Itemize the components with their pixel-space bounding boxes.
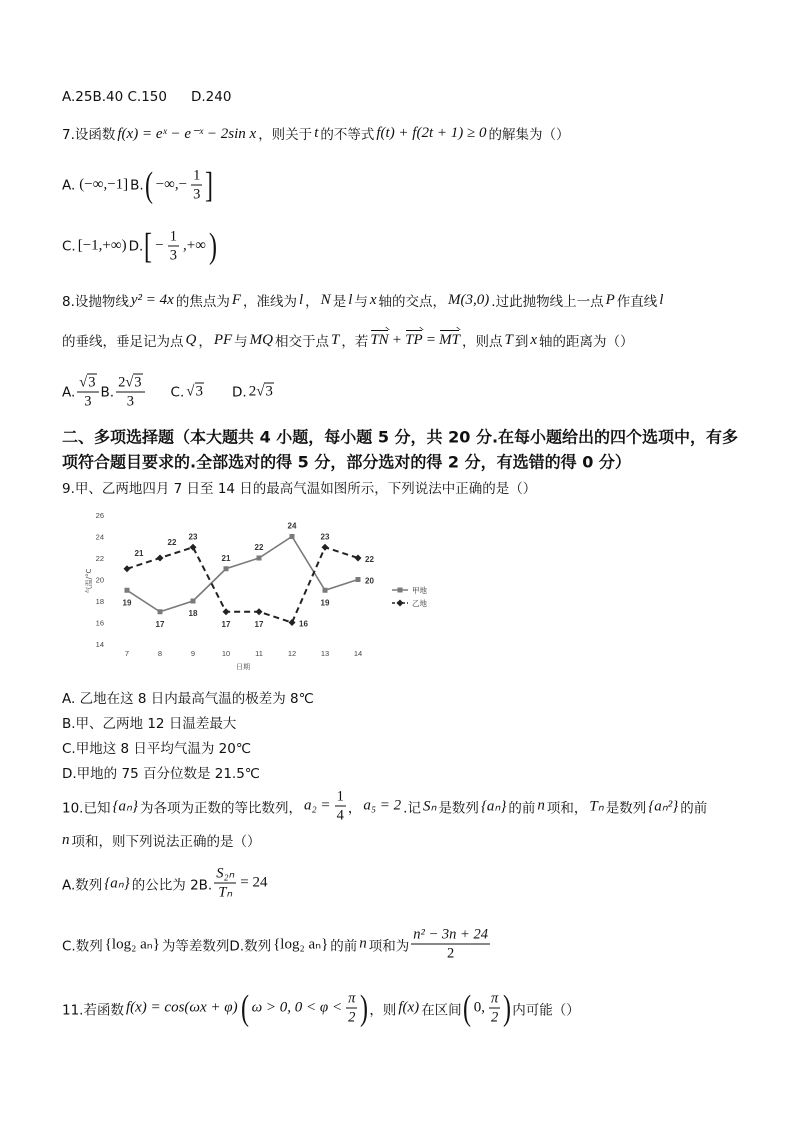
data-label: 22 bbox=[167, 538, 177, 547]
q8-text: 轴的交点， bbox=[378, 294, 447, 310]
fraction-denominator: 3 bbox=[126, 393, 134, 410]
q11-function-expr: f(x) = cos(ωx + φ) bbox=[125, 999, 238, 1016]
y-tick-label: 20 bbox=[95, 575, 104, 585]
q8-option-c-expr bbox=[186, 384, 204, 401]
y-tick-label: 26 bbox=[95, 511, 104, 520]
y-tick-label: 22 bbox=[95, 554, 104, 563]
q6-options-line bbox=[62, 89, 231, 105]
q8-option-c-label: C. bbox=[170, 384, 185, 400]
q8-text: 到 bbox=[514, 334, 529, 350]
section-header-line-1: 二、多项选择题（本大题共 4 小题，每小题 5 分，共 20 分.在每小题给出的四个选项中，有多 bbox=[62, 427, 739, 447]
data-label: 19 bbox=[320, 598, 330, 608]
q8-text: .过此抛物线上一点 bbox=[491, 294, 604, 310]
y-axis-label: 气温/°C bbox=[85, 568, 93, 594]
legend-marker bbox=[397, 600, 404, 607]
q10-math: a₅ = 2 bbox=[363, 797, 402, 814]
q10-math: {aₙ²} bbox=[648, 798, 679, 815]
series-marker bbox=[157, 555, 164, 562]
q11-fraction bbox=[346, 991, 357, 1026]
q7-option-a-label: A. bbox=[62, 177, 76, 193]
q9-stem: 9.甲、乙两地四月 7 日至 14 日的最高气温如图所示，下列说法中正确的是（） bbox=[62, 481, 537, 497]
q8-stem-line-1 bbox=[62, 290, 665, 310]
q11-text: ，则 bbox=[369, 1002, 397, 1018]
q8-text: ，准线为 bbox=[243, 294, 297, 310]
y-tick-label: 14 bbox=[95, 640, 104, 649]
q8-math: l bbox=[299, 291, 304, 308]
data-label: 23 bbox=[320, 532, 330, 542]
series-marker bbox=[323, 588, 328, 593]
q10-text: 项和， bbox=[546, 800, 588, 816]
q9-option-b: B.甲、乙两地 12 日温差最大 bbox=[62, 716, 237, 732]
y-tick-label: 18 bbox=[95, 597, 104, 606]
q8-text: 8.设抛物线 bbox=[62, 294, 129, 310]
q8-text: 与 bbox=[234, 334, 248, 350]
q7-option-b-expr: −∞,− bbox=[155, 176, 188, 193]
series-marker bbox=[224, 566, 229, 571]
q11-interval-start: 0, bbox=[473, 999, 485, 1016]
y-tick-label: 24 bbox=[95, 532, 104, 542]
q8-options bbox=[62, 375, 276, 410]
q7-option-d-label: D. bbox=[128, 238, 144, 254]
q8-text: 与 bbox=[354, 294, 368, 310]
q7-options-ab bbox=[62, 164, 214, 205]
q10-text: 项和为 bbox=[368, 938, 410, 954]
q10-math: n bbox=[62, 831, 70, 848]
fraction-numerator: S₂ₙ bbox=[216, 865, 235, 882]
q7-option-d-sign: − bbox=[155, 237, 164, 254]
fraction-numerator: n² − 3n + 24 bbox=[413, 926, 488, 943]
q8-text: ， bbox=[305, 294, 319, 310]
legend-label: 乙地 bbox=[412, 599, 427, 608]
q7-option-b-fraction bbox=[191, 168, 202, 203]
sqrt-sign: √ bbox=[79, 374, 88, 391]
q7-stem bbox=[62, 123, 570, 143]
q11-math: f(x) bbox=[398, 999, 420, 1016]
q10-math: n bbox=[359, 935, 367, 952]
data-label: 23 bbox=[188, 532, 198, 542]
data-label: 22 bbox=[254, 543, 264, 552]
q8-math: M(3,0) bbox=[448, 291, 490, 308]
fraction-denominator: 3 bbox=[193, 186, 201, 203]
series-marker bbox=[322, 544, 329, 551]
fraction-numerator: 1 bbox=[193, 167, 201, 184]
q11-text: 内可能（） bbox=[512, 1002, 580, 1018]
q11-text: 在区间 bbox=[421, 1002, 462, 1018]
series-marker bbox=[289, 619, 296, 626]
series-marker bbox=[125, 588, 130, 593]
q8-math: y² = 4x bbox=[130, 291, 174, 308]
q7-option-d-expr: ,+∞ bbox=[182, 237, 206, 254]
data-label: 20 bbox=[365, 576, 374, 586]
q7-option-a-expr: (−∞,−1] bbox=[79, 176, 129, 193]
q10-math: Sₙ bbox=[422, 798, 437, 815]
q10-option-d-text: 为等差数列D.数列 bbox=[161, 938, 272, 954]
q9-option-a: A. 乙地在这 8 日内最高气温的极差为 8℃ bbox=[62, 691, 314, 707]
radicand: 3 bbox=[195, 383, 203, 400]
q10-option-b-fraction bbox=[214, 866, 236, 901]
q10-text: ， bbox=[347, 800, 362, 816]
q11-interval-fraction bbox=[489, 991, 500, 1026]
q8-text: 的垂线，垂足记为点 bbox=[62, 334, 184, 350]
series-marker bbox=[223, 608, 230, 615]
data-label: 21 bbox=[134, 548, 144, 558]
coefficient: 2 bbox=[118, 374, 126, 391]
radicand: 3 bbox=[134, 374, 142, 391]
q10-math: {log₂ aₙ} bbox=[273, 936, 329, 953]
q10-math: {aₙ} bbox=[480, 798, 507, 815]
q10-math: {log₂ aₙ} bbox=[104, 936, 160, 953]
q10-fraction bbox=[335, 789, 346, 824]
series-marker bbox=[356, 577, 361, 582]
q8-text: 相交于点 bbox=[275, 334, 329, 350]
q7-text: 的不等式 bbox=[320, 127, 375, 143]
q8-math: Q bbox=[185, 331, 197, 348]
q7-text: ，则关于 bbox=[258, 127, 313, 143]
series-marker bbox=[158, 609, 163, 614]
q8-math: P bbox=[605, 291, 615, 308]
legend-marker bbox=[398, 588, 403, 593]
q7-text: 7.设函数 bbox=[62, 127, 116, 143]
q8-math: PF bbox=[213, 331, 233, 348]
q8-text: ， bbox=[198, 334, 212, 350]
series-marker bbox=[355, 555, 362, 562]
fraction-denominator: 4 bbox=[336, 807, 344, 824]
q10-text: 的前 bbox=[330, 938, 358, 954]
sqrt-sign: √ bbox=[186, 383, 195, 400]
legend-label: 甲地 bbox=[412, 586, 427, 595]
q10-option-a-text: A.数列 bbox=[62, 877, 103, 893]
x-tick-label: 10 bbox=[221, 649, 231, 658]
section-header-line-2: 项符合题目要求的.全部选对的得 5 分，部分选对的得 2 分，有选错的得 0 分） bbox=[62, 452, 631, 472]
q10-text: 为各项为正数的等比数列， bbox=[139, 800, 302, 816]
q11-stem bbox=[62, 987, 580, 1028]
q6-options-abc: A.25B.40 C.150 bbox=[62, 89, 167, 105]
q8-math: MQ bbox=[249, 331, 273, 348]
q7-options-cd bbox=[62, 225, 218, 266]
fraction-numerator bbox=[116, 375, 144, 393]
fraction-numerator: π bbox=[490, 990, 499, 1007]
x-tick-label: 13 bbox=[320, 649, 330, 658]
q8-vector-tn: TN bbox=[370, 331, 389, 348]
q10-text: 的前 bbox=[680, 800, 708, 816]
q8-math-operator: = bbox=[426, 331, 436, 348]
q7-option-d-fraction bbox=[168, 229, 179, 264]
q8-text: ，若 bbox=[341, 334, 369, 350]
q8-math: x bbox=[530, 331, 538, 348]
q10-math: {aₙ} bbox=[112, 798, 138, 815]
q8-math: l bbox=[348, 291, 353, 308]
q8-text: 轴的距离为（） bbox=[539, 334, 634, 350]
q10-math: a₂ = bbox=[303, 797, 331, 814]
q8-math: T bbox=[331, 331, 340, 348]
q10-math: {aₙ} bbox=[104, 875, 130, 892]
q11-interval-close-paren: ) bbox=[503, 987, 512, 1028]
q8-text: ，则点 bbox=[462, 334, 503, 350]
q10-text: 10.已知 bbox=[62, 800, 111, 816]
series-marker bbox=[257, 556, 262, 561]
q8-option-a-fraction bbox=[77, 375, 98, 410]
q10-options-ab bbox=[62, 866, 270, 901]
q9-option-c: C.甲地这 8 日平均气温为 20℃ bbox=[62, 741, 252, 757]
q8-option-d-label: D. bbox=[232, 384, 247, 400]
q11-interval-open-paren: ( bbox=[462, 987, 471, 1028]
q7-variable: t bbox=[314, 124, 319, 141]
q10-text: 是数列 bbox=[438, 800, 479, 816]
coefficient: 2 bbox=[248, 383, 257, 400]
q8-option-b-label: B. bbox=[100, 384, 115, 400]
series-marker bbox=[190, 544, 197, 551]
q8-text: 的焦点为 bbox=[175, 294, 230, 310]
q11-close-paren: ) bbox=[360, 987, 369, 1028]
q8-math: F bbox=[231, 291, 241, 308]
q10-text: .记 bbox=[403, 800, 421, 816]
q8-math: l bbox=[659, 291, 664, 308]
q11-open-paren: ( bbox=[240, 987, 249, 1028]
data-label: 19 bbox=[122, 598, 132, 608]
q11-text: 11.若函数 bbox=[62, 1002, 124, 1018]
x-tick-label: 7 bbox=[124, 649, 130, 658]
fraction-denominator: 3 bbox=[169, 247, 177, 264]
q7-text: 的解集为（） bbox=[488, 127, 570, 143]
x-axis-label: 日期 bbox=[236, 663, 250, 671]
q7-option-b-label: B. bbox=[130, 177, 144, 193]
data-label: 21 bbox=[221, 553, 231, 563]
q10-option-d-fraction bbox=[411, 927, 490, 962]
q8-math: N bbox=[320, 291, 331, 308]
q10-option-b-text: 的公比为 2B. bbox=[131, 877, 213, 893]
x-tick-label: 8 bbox=[157, 649, 163, 658]
q10-option-c-text: C.数列 bbox=[62, 938, 103, 954]
y-tick-label: 16 bbox=[95, 618, 104, 628]
q8-math: T bbox=[504, 331, 513, 348]
data-label: 24 bbox=[287, 521, 297, 531]
q7-option-c-expr: [−1,+∞) bbox=[77, 237, 127, 254]
q9-option-d: D.甲地的 75 百分位数是 21.5℃ bbox=[62, 766, 260, 782]
q8-math-operator: + bbox=[392, 331, 402, 348]
q6-option-d: D.240 bbox=[190, 89, 232, 105]
q11-condition-expr: ω > 0, 0 < φ < bbox=[251, 999, 343, 1016]
fraction-denominator: 3 bbox=[84, 393, 92, 410]
q10-text: 是数列 bbox=[605, 800, 647, 816]
q10-options-cd bbox=[62, 927, 492, 962]
fraction-numerator: 1 bbox=[336, 788, 344, 805]
q7-option-d-open-bracket: [ bbox=[144, 225, 153, 266]
q8-math: x bbox=[369, 291, 377, 308]
q7-option-b-open-bracket: ( bbox=[144, 164, 153, 205]
radicand: 3 bbox=[265, 383, 273, 400]
sqrt-sign: √ bbox=[125, 374, 134, 391]
data-label: 18 bbox=[188, 609, 198, 618]
q7-function-expr: f(x) = eˣ − e⁻ˣ − 2sin x bbox=[117, 125, 257, 142]
q8-text: 作直线 bbox=[616, 294, 658, 310]
q8-option-a-label: A. bbox=[62, 384, 76, 400]
fraction-numerator: 1 bbox=[169, 228, 177, 245]
q7-option-d-close-bracket: ) bbox=[208, 225, 217, 266]
fraction-numerator bbox=[77, 375, 98, 393]
q8-option-b-fraction bbox=[116, 375, 144, 410]
q10-text: 的前 bbox=[508, 800, 536, 816]
q7-option-b-close-bracket: ] bbox=[205, 164, 214, 205]
fraction-denominator: 2 bbox=[446, 945, 455, 962]
q10-math: = 24 bbox=[240, 874, 268, 891]
series-marker bbox=[191, 599, 196, 604]
temperature-line-chart bbox=[80, 505, 450, 675]
fraction-numerator: π bbox=[348, 990, 356, 1007]
data-label: 17 bbox=[221, 619, 231, 629]
fraction-denominator: Tₙ bbox=[218, 884, 233, 901]
series-marker bbox=[124, 565, 131, 572]
q10-stem-line-1 bbox=[62, 789, 707, 824]
series-marker bbox=[256, 608, 263, 615]
q7-option-c-label: C. bbox=[62, 238, 76, 254]
q8-vector-mt: MT bbox=[439, 331, 460, 348]
q10-math: n bbox=[537, 797, 545, 814]
q8-option-d-expr bbox=[249, 384, 274, 401]
q10-stem-line-2 bbox=[62, 830, 261, 850]
q8-text: 是 bbox=[332, 294, 347, 310]
x-tick-label: 9 bbox=[190, 649, 196, 658]
q10-math: Tₙ bbox=[589, 798, 604, 815]
q7-inequality-expr: f(t) + f(2t + 1) ≥ 0 bbox=[376, 124, 487, 141]
data-label: 22 bbox=[365, 555, 374, 564]
series-marker bbox=[290, 534, 295, 539]
q8-stem-line-2 bbox=[62, 330, 634, 350]
data-label: 17 bbox=[155, 619, 165, 629]
q10-text: 项和，则下列说法正确的是（） bbox=[71, 834, 261, 850]
sqrt-sign: √ bbox=[256, 383, 265, 400]
x-tick-label: 11 bbox=[255, 649, 263, 658]
data-label: 16 bbox=[299, 619, 308, 629]
fraction-denominator: 2 bbox=[490, 1009, 499, 1026]
data-label: 17 bbox=[254, 619, 264, 629]
x-tick-label: 12 bbox=[287, 649, 297, 658]
fraction-denominator: 2 bbox=[348, 1009, 356, 1026]
q8-vector-tp: TP bbox=[405, 331, 423, 348]
x-tick-label: 14 bbox=[353, 649, 363, 658]
radicand: 3 bbox=[88, 374, 96, 391]
